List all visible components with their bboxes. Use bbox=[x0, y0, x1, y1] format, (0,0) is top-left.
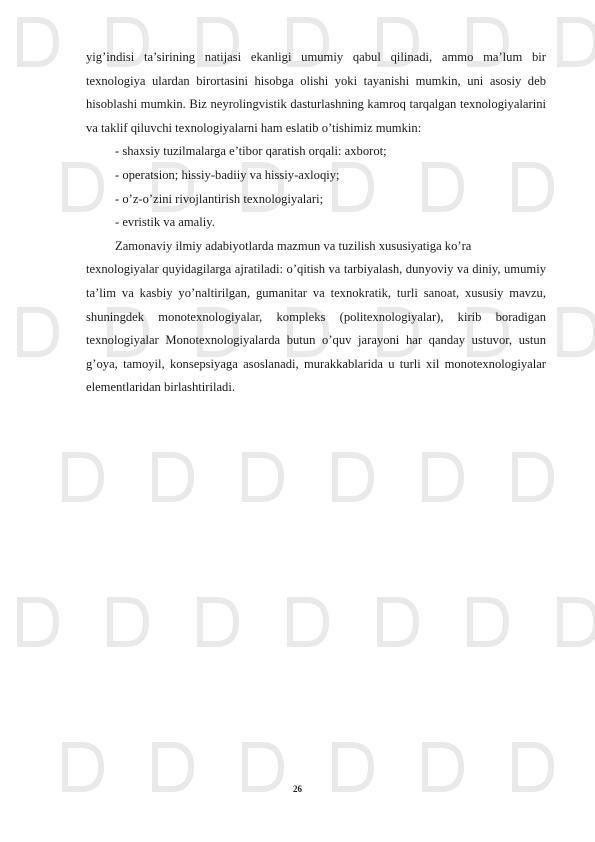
watermark-glyph bbox=[245, 455, 281, 499]
paragraph-2-body: texnologiyalar quyidagilarga ajratiladi: o’qitish va tarbiyalash, dunyoviy va diniy, umumiy ta’lim va kasbiy yo’naltirilgan, gumanitar va texnokratik, turli sanoat, xususiy mavzu, shuningdek monotexnologiyalar, kompleks (politexnologiyalar), kirib boradigan texnologiyalar Monotexnologiyalarda butun o’quv jarayoni har qanday ustuvor, ustun g’oya, tamoyil, konsepsiyaga asoslanadi, murakkablarida u turli xil monotexnologiyalar elementlaridan birlashtiriladi. bbox=[86, 262, 546, 395]
watermark-glyph bbox=[380, 600, 416, 644]
document-body bbox=[86, 46, 546, 400]
watermark-glyph bbox=[65, 745, 101, 789]
paragraph-intro: yig’indisi ta’sirining natijasi ekanligi umumiy qabul qilinadi, ammo ma’lum bir texnologiya ulardan birortasini hisobga olishi yoki tayanishi mumkin, uni asosiy deb hisoblashi mumkin. Biz neyrolingvistik dasturlashning kamroq tarqalgan texnologiyalarini va taklif qiluvchi texnologiyalarni ham eslatib o’tishimiz mumkin: bbox=[86, 50, 546, 135]
watermark-glyph bbox=[110, 600, 146, 644]
watermark-glyph bbox=[290, 600, 326, 644]
watermark-glyph bbox=[20, 600, 56, 644]
watermark-glyph bbox=[470, 600, 506, 644]
watermark-glyph bbox=[560, 600, 595, 644]
watermark-glyph bbox=[515, 745, 551, 789]
watermark-glyph bbox=[425, 455, 461, 499]
paragraph-2-first-line: Zamonaviy ilmiy adabiyotlarda mazmun va tuzilish xususiyatiga ko’ra bbox=[115, 238, 472, 253]
watermark-glyph bbox=[155, 455, 191, 499]
watermark-glyph bbox=[155, 745, 191, 789]
watermark-glyph bbox=[245, 745, 281, 789]
watermark-glyph bbox=[65, 455, 101, 499]
list-item: - shaxsiy tuzilmalarga e’tibor qaratish orqali: axborot; bbox=[115, 144, 387, 159]
watermark-glyph bbox=[20, 310, 56, 354]
list-item: - operatsion; hissiy-badiiy va hissiy-axloqiy; bbox=[115, 167, 340, 182]
watermark-glyph bbox=[335, 455, 371, 499]
watermark-glyph bbox=[425, 745, 461, 789]
watermark-glyph bbox=[560, 20, 595, 64]
page-number: 26 bbox=[293, 784, 302, 794]
watermark-glyph bbox=[20, 20, 56, 64]
list-item: - evristik va amaliy. bbox=[115, 215, 215, 230]
list-item: - o’z-o’zini rivojlantirish texnologiyalari; bbox=[115, 191, 324, 206]
watermark-glyph bbox=[200, 600, 236, 644]
watermark-glyph bbox=[560, 310, 595, 354]
watermark-glyph bbox=[515, 455, 551, 499]
watermark-glyph bbox=[335, 745, 371, 789]
